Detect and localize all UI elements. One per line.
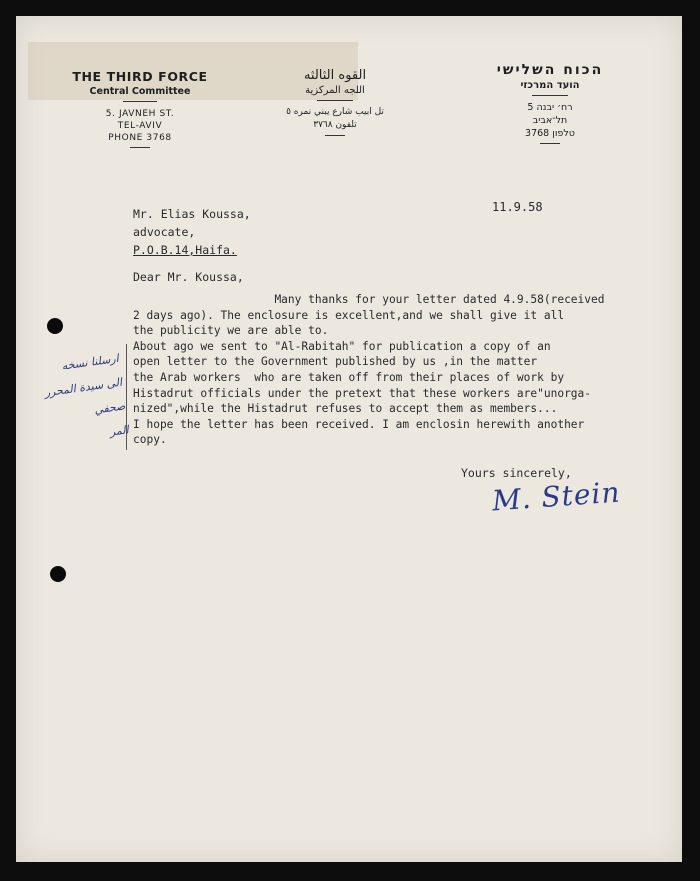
- divider: [317, 100, 353, 101]
- city-line-hebrew: תל־אביב: [532, 115, 568, 126]
- divider: [540, 143, 560, 144]
- committee-name-english: Central Committee: [89, 86, 191, 97]
- punch-hole: [47, 318, 63, 334]
- signature: M. Stein: [491, 475, 622, 518]
- letter-body: [133, 292, 673, 448]
- org-name-arabic: القوه الثالثه: [303, 68, 367, 83]
- body-line: nized",while the Histadrut refuses to accept them as members...: [133, 402, 558, 416]
- note-line: الى سيدة المحرر: [43, 375, 123, 400]
- note-line: المر: [108, 423, 130, 439]
- body-line: Histadrut officials under the pretext that these workers are"unorga-: [133, 386, 592, 400]
- recipient-name: Mr. Elias Koussa,: [133, 207, 251, 221]
- letterhead-arabic: [260, 68, 410, 136]
- divider: [532, 95, 568, 96]
- divider: [130, 147, 150, 148]
- letterhead-english: [60, 69, 220, 148]
- address-line: TEL-AVIV: [117, 121, 163, 131]
- address-line: 5. JAVNEH ST.: [105, 109, 175, 119]
- letterhead-hebrew: [480, 62, 620, 144]
- note-line: ارسلنا نسخه: [60, 351, 120, 373]
- committee-name-arabic: اللجه المركزية: [305, 85, 365, 96]
- body-line: I hope the letter has been received. I am enclosin herewith another: [133, 417, 585, 431]
- org-name-english: THE THIRD FORCE: [72, 69, 208, 84]
- note-line: صحفي: [93, 399, 127, 417]
- divider: [123, 101, 157, 102]
- body-line: open letter to the Government published by us ,in the matter: [133, 355, 538, 369]
- recipient-address: P.O.B.14,Haifa.: [133, 243, 237, 257]
- letter-date: 11.9.58: [492, 200, 543, 214]
- body-line: the publicity we are able to.: [133, 324, 329, 338]
- divider: [325, 135, 345, 136]
- body-line: the Arab workers who are taken off from their places of work by: [133, 370, 565, 384]
- punch-hole: [50, 566, 66, 582]
- body-line: 2 days ago). The enclosure is excellent,and we shall give it all: [133, 308, 565, 322]
- closing: Yours sincerely,: [461, 466, 572, 480]
- salutation: Dear Mr. Koussa,: [133, 270, 244, 284]
- address-line-hebrew: רח׳ יבנה 5: [527, 102, 573, 113]
- recipient-title: advocate,: [133, 225, 196, 239]
- body-line: Many thanks for your letter dated 4.9.58(received: [133, 293, 605, 306]
- handwritten-margin-note: [38, 347, 131, 453]
- address-line-arabic: تل ابيب شارع يبني نمره ٥: [286, 107, 384, 117]
- body-line: About ago we sent to "Al-Rabitah" for publication a copy of an: [133, 339, 551, 353]
- org-name-hebrew: הכוח השלישי: [496, 62, 604, 78]
- phone-line-hebrew: טלפון 3768: [525, 128, 575, 139]
- committee-name-hebrew: הועד המרכזי: [520, 80, 580, 91]
- phone-line-arabic: تلفون ٣٧٦٨: [313, 120, 357, 130]
- address-line: PHONE 3768: [108, 133, 172, 143]
- body-line: copy.: [133, 433, 167, 447]
